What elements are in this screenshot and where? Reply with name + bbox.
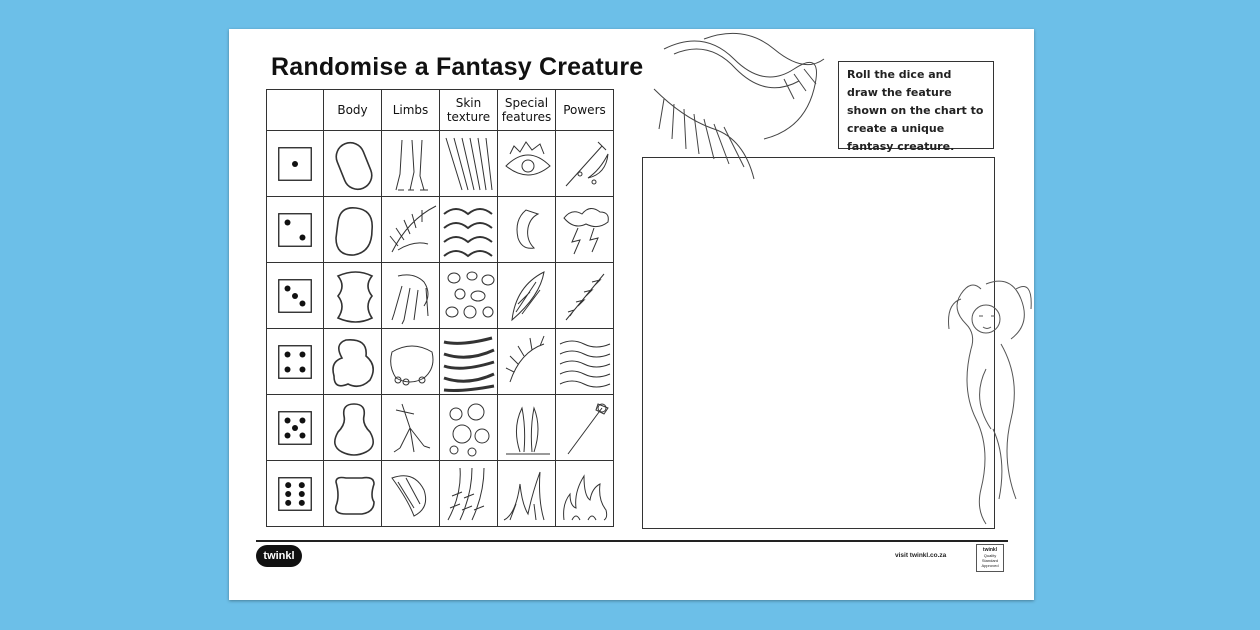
moon-wand-icon [558, 134, 612, 194]
dice-6-icon [278, 477, 312, 511]
bubbles-icon [442, 398, 496, 458]
dice-2-icon [278, 213, 312, 247]
footer-divider [256, 540, 1008, 542]
table-row [267, 395, 614, 461]
spines-icon [500, 464, 554, 524]
dice-cell [267, 461, 324, 527]
dice-cell [267, 263, 324, 329]
dice-pip [299, 432, 305, 438]
fins-icon [384, 464, 438, 524]
lumpy-icon [326, 266, 380, 326]
powers-cell [556, 197, 614, 263]
flames-icon [558, 464, 612, 524]
header-body: Body [324, 90, 382, 131]
dice-pip [299, 351, 305, 357]
water-icon [558, 332, 612, 392]
header-limbs: Limbs [382, 90, 440, 131]
table-row [267, 131, 614, 197]
hooved-legs-icon [384, 134, 438, 194]
table-row [267, 197, 614, 263]
table-row [267, 329, 614, 395]
body-cell [324, 197, 382, 263]
header-powers: Powers [556, 90, 614, 131]
skin-cell [440, 395, 498, 461]
dice-3-icon [278, 279, 312, 313]
dice-pip [285, 366, 291, 372]
dice-pip [292, 425, 298, 431]
body-cell [324, 461, 382, 527]
storm-icon [558, 200, 612, 260]
dice-pip [299, 234, 305, 240]
skin-cell [440, 197, 498, 263]
dice-5-icon [278, 411, 312, 445]
page-title: Randomise a Fantasy Creature [271, 53, 644, 81]
skin-cell [440, 461, 498, 527]
scales-icon [442, 200, 496, 260]
stripes-icon [442, 134, 496, 194]
dice-pip [299, 491, 305, 497]
dice-cell [267, 131, 324, 197]
skin-cell [440, 131, 498, 197]
dice-pip [285, 499, 291, 505]
instructions-box: Roll the dice and draw the feature shown on the chart to create a unique fantasy creature. [838, 61, 994, 149]
dice-cell [267, 329, 324, 395]
dice-cell [267, 197, 324, 263]
dice-pip [285, 482, 291, 488]
talons-icon [384, 398, 438, 458]
paws-icon [384, 332, 438, 392]
table-row [267, 461, 614, 527]
bone-icon [326, 464, 380, 524]
powers-cell [556, 263, 614, 329]
header-skin-texture: Skin texture [440, 90, 498, 131]
body-cell [324, 329, 382, 395]
body-cell [324, 131, 382, 197]
dice-pip [292, 161, 298, 167]
header-row [267, 90, 614, 131]
body-cell [324, 263, 382, 329]
antennae-icon [500, 398, 554, 458]
limbs-cell [382, 395, 440, 461]
powers-cell [556, 329, 614, 395]
dice-pip [285, 351, 291, 357]
visit-link[interactable]: visit twinkl.co.za [895, 552, 947, 559]
powers-cell [556, 131, 614, 197]
dice-pip [285, 417, 291, 423]
dice-pip [285, 491, 291, 497]
staff-icon [558, 398, 612, 458]
header-empty [267, 90, 324, 131]
worksheet [229, 29, 1034, 600]
dice-pip [285, 219, 291, 225]
special-cell [498, 131, 556, 197]
powers-cell [556, 461, 614, 527]
claws-icon [384, 266, 438, 326]
powers-cell [556, 395, 614, 461]
twinkl-logo[interactable]: twinkl [256, 545, 302, 567]
feathers-icon [442, 464, 496, 524]
feather-wing-icon [500, 266, 554, 326]
table-row [267, 263, 614, 329]
special-cell [498, 197, 556, 263]
dice-pip [299, 417, 305, 423]
spiked-tail-icon [500, 332, 554, 392]
badge-text: Quality Standard Approved [981, 553, 999, 568]
randomiser-chart [266, 89, 614, 527]
eye-icon [500, 134, 554, 194]
rounded-icon [326, 200, 380, 260]
dice-pip [285, 432, 291, 438]
special-cell [498, 395, 556, 461]
dice-pip [299, 366, 305, 372]
dice-pip [292, 293, 298, 299]
spots-icon [442, 266, 496, 326]
badge-title: twinkl [982, 547, 998, 553]
oblong-icon [326, 134, 380, 194]
limbs-cell [382, 197, 440, 263]
limbs-cell [382, 131, 440, 197]
fire-blade-icon [558, 266, 612, 326]
skin-cell [440, 329, 498, 395]
header-special-features: Special features [498, 90, 556, 131]
dice-4-icon [278, 345, 312, 379]
double-blob-icon [326, 332, 380, 392]
dragon-tail-illustration [644, 29, 834, 189]
horn-icon [500, 200, 554, 260]
dice-1-icon [278, 147, 312, 181]
skin-cell [440, 263, 498, 329]
limbs-cell [382, 329, 440, 395]
limbs-cell [382, 263, 440, 329]
dice-pip [299, 499, 305, 505]
wings-icon [384, 200, 438, 260]
special-cell [498, 263, 556, 329]
figure-eight-icon [326, 398, 380, 458]
dice-pip [285, 285, 291, 291]
dice-pip [299, 482, 305, 488]
limbs-cell [382, 461, 440, 527]
special-cell [498, 329, 556, 395]
creature-illustration [941, 269, 1034, 529]
special-cell [498, 461, 556, 527]
quality-badge [976, 544, 1004, 572]
body-cell [324, 395, 382, 461]
dice-pip [299, 300, 305, 306]
tiger-stripes-icon [442, 332, 496, 392]
dice-cell [267, 395, 324, 461]
